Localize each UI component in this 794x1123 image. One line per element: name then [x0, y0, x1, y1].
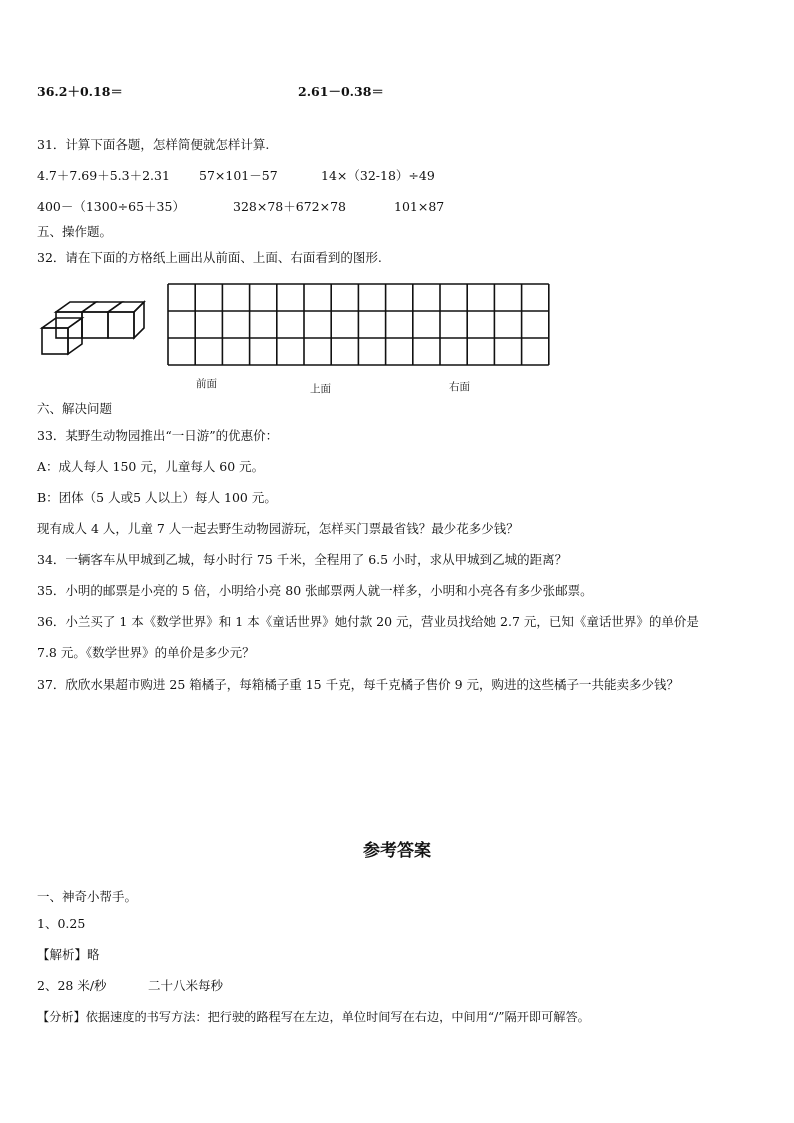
q34: 34．一辆客车从甲城到乙城，每小时行 75 千米，全程用了 6.5 小时，求从甲城到乙城的距离？ — [37, 552, 568, 567]
q31-row2-a: 400－（1300÷65＋35） — [37, 199, 185, 214]
section-6-heading: 六、解决问题 — [37, 401, 113, 416]
answers-title: 参考答案 — [363, 841, 431, 861]
q31-row2-c: 101×87 — [394, 199, 445, 214]
drawing-grid[interactable] — [166, 282, 550, 368]
q33-question: 现有成人 4 人，儿童 7 人一起去野生动物园游玩，怎样买门票最省钱？最少花多少钱？ — [37, 521, 519, 536]
q36-line-1: 36．小兰买了 1 本《数学世界》和 1 本《童话世界》她付款 20 元，营业员找给她 2.7 元，已知《童话世界》的单价是 — [37, 614, 699, 629]
q31-prompt: 31．计算下面各题，怎样简便就怎样计算. — [37, 137, 270, 152]
grid-label-front: 前面 — [196, 378, 217, 390]
q33-option-b: B：团体（5 人或5 人以上）每人 100 元。 — [37, 490, 277, 505]
calc-item-1: 36.2＋0.18＝ — [37, 84, 123, 99]
q31-row1-b: 57×101－57 — [199, 168, 278, 183]
q31-row1-c: 14×（32-18）÷49 — [321, 168, 435, 183]
q36-line-2: 7.8 元。《数学世界》的单价是多少元？ — [37, 645, 255, 660]
answer-1-analysis: 【解析】略 — [37, 947, 100, 962]
q35: 35．小明的邮票是小亮的 5 倍，小明给小亮 80 张邮票两人就一样多，小明和小亮各有多少张邮票。 — [37, 583, 593, 598]
q37: 37．欣欣水果超市购进 25 箱橘子，每箱橘子重 15 千克，每千克橘子售价 9 元，购进的这些橘子一共能卖多少钱？ — [37, 677, 680, 692]
answer-1: 1、0.25 — [37, 916, 86, 931]
section-5-heading: 五、操作题。 — [37, 224, 113, 239]
cube-figure — [38, 298, 148, 360]
grid-label-top: 上面 — [310, 383, 331, 395]
q32-prompt: 32．请在下面的方格纸上画出从前面、上面、右面看到的图形. — [37, 250, 382, 265]
grid-label-right: 右面 — [449, 381, 470, 393]
answer-2-analysis: 【分析】依据速度的书写方法：把行驶的路程写在左边，单位时间写在右边，中间用“/”隔开即可解答。 — [37, 1010, 590, 1024]
q33-option-a: A：成人每人 150 元，儿童每人 60 元。 — [37, 459, 265, 474]
q33-prompt: 33．某野生动物园推出“一日游”的优惠价： — [37, 428, 279, 443]
answer-2-value: 2、28 米/秒 — [37, 978, 107, 993]
calc-item-2: 2.61－0.38＝ — [298, 84, 384, 99]
q31-row2-b: 328×78＋672×78 — [233, 199, 346, 214]
answers-section-1: 一、神奇小帮手。 — [37, 889, 138, 904]
q31-row1-a: 4.7＋7.69＋5.3＋2.31 — [37, 168, 170, 183]
answer-2-reading: 二十八米每秒 — [148, 978, 224, 993]
